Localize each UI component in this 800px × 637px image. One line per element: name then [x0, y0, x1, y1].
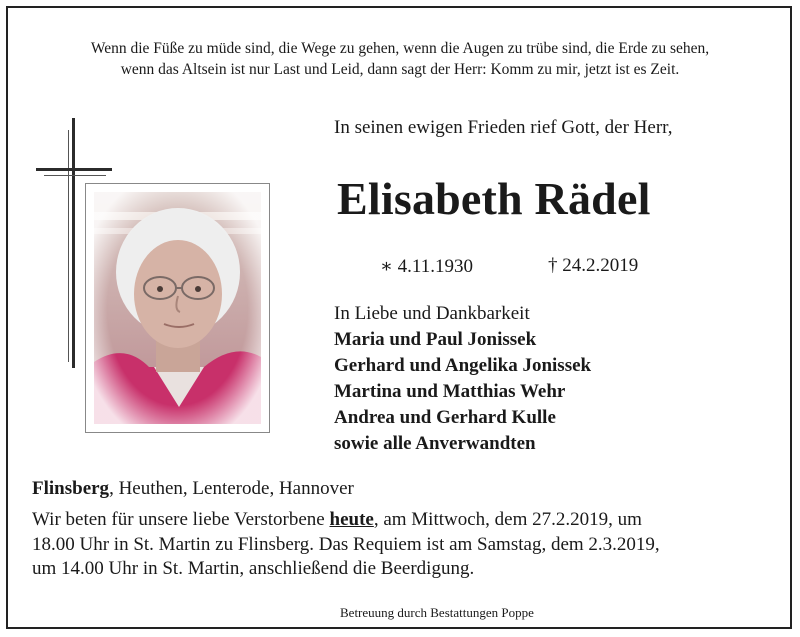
cross-icon-shadow-horizontal: [44, 175, 106, 176]
service-line-3: um 14.00 Uhr in St. Martin, anschließend die Beerdigung.: [32, 558, 475, 579]
mourner-name: Maria und Paul Jonissek: [334, 329, 537, 350]
mourner-name: Andrea und Gerhard Kulle: [334, 407, 556, 428]
funeral-home-credit: Betreuung durch Bestattungen Poppe: [340, 605, 534, 620]
cross-icon: [72, 118, 75, 368]
verse-line-1: Wenn die Füße zu müde sind, die Wege zu gehen, wenn die Augen zu trübe sind, die Erde zu sehen,: [90, 40, 710, 57]
service-line-2: 18.00 Uhr in St. Martin zu Flinsberg. Das Requiem ist am Samstag, dem 2.3.2019,: [32, 533, 660, 555]
mourners-intro: In Liebe und Dankbarkeit: [334, 303, 530, 324]
verse: [20, 38, 780, 80]
portrait-frame: [85, 183, 270, 433]
place-main: Flinsberg: [32, 478, 110, 499]
cross-icon-bar: [36, 168, 112, 171]
service-line-1: [32, 508, 774, 533]
intro-text: In seinen ewigen Frieden rief Gott, der Herr,: [334, 117, 673, 138]
mourner-name: sowie alle Anverwandten: [334, 433, 536, 454]
cross-icon-shadow-vertical: [68, 130, 69, 362]
deceased-name: Elisabeth Rädel: [337, 173, 651, 224]
verse-line-2: wenn das Altsein ist nur Last und Leid, dann sagt der Herr: Komm zu mir, jetzt ist es Zeit.: [120, 61, 680, 78]
service-line-1-end: , am Mittwoch, dem 27.2.2019, um: [373, 509, 642, 530]
service-notice: [32, 508, 774, 582]
mourners-block: [334, 301, 591, 457]
birth-date: ∗ 4.11.1930: [380, 256, 473, 277]
portrait-photo: [94, 192, 261, 424]
mourner-name: Gerhard und Angelika Jonissek: [334, 355, 592, 376]
service-line-1-start: Wir beten für unsere liebe Verstorbene: [32, 509, 330, 530]
mourner-name: Martina und Matthias Wehr: [334, 381, 566, 402]
place-rest: , Heuthen, Lenterode, Hannover: [109, 478, 354, 499]
death-date: † 24.2.2019: [548, 255, 639, 276]
places-line: [32, 478, 354, 500]
service-today: heute: [329, 509, 374, 530]
